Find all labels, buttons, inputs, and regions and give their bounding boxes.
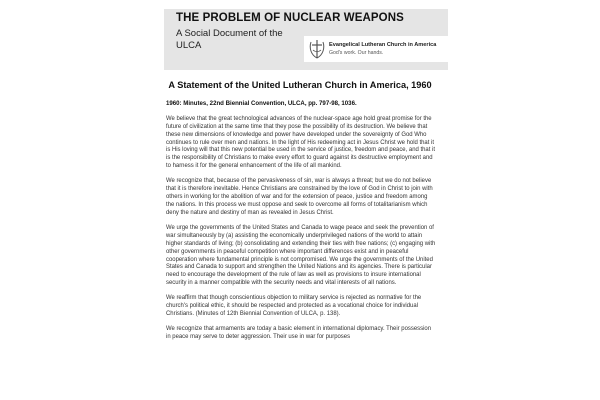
paragraph: We recognize that armaments are today a basic element in international diplomacy. Their possession in peace may serve to deter aggression. Their use in war for purposes: [166, 326, 432, 341]
document-title: THE PROBLEM OF NUCLEAR WEAPONS: [176, 12, 404, 24]
paragraph: We urge the governments of the United States and Canada to wage peace and seek the prevention of war simultaneously by (a) assisting the economically underprivileged nations of the world to attain higher standards of living; (b) consolidating and extending their ties with free nations; (c) engaging with other governments in peaceful competition where important differences exist and in peaceful cooperation where fundamental principle is not compromised. We urge the governments of the United States and Canada to support and strengthen the United Nations and its agencies. There is particular need to encourage the development of the rule of law as well as provisions to insure international security in a manner compatible with the security needs and vital interests of all nations.: [166, 225, 436, 287]
logo-org-name: Evangelical Lutheran Church in America: [329, 42, 437, 48]
statement-title: A Statement of the United Lutheran Church in America, 1960: [168, 80, 432, 90]
paragraph: We believe that the great technological advances of the nuclear-space age hold great promise for the future of civilization at the same time that they pose the possibility of its destruction. We believe that these new dimensions of knowledge and power have developed under the sovereignty of God Who continues to rule over men and nations. In the light of His redeeming act in Jesus Christ we hold that it is His loving will that this new potential be used in the service of justice, freedom and peace, and that it is the responsibility of Christians to make every effort to guard against its destructive employment and to harness it for the general enhancement of the life of all mankind.: [166, 116, 435, 170]
document-subtitle: A Social Document of the ULCA: [176, 28, 283, 51]
logo-tagline: God's work. Our hands.: [329, 50, 384, 56]
paragraph: We recognize that, because of the pervasiveness of sin, war is always a threat; but we do not believe that it is therefore inevitable. Hence Christians are constrained by the love of God in Christ to join with others in working for the abolition of war and for the extension of peace, justice and freedom among the nations. In this process we must oppose and seek to overcome all forms of totalitarianism which deny the nature and destiny of man as revealed in Jesus Christ.: [166, 178, 433, 216]
paragraph: We reaffirm that though conscientious objection to military service is rejected as normative for the church's political ethic, it should be respected and protected as a vocational choice for individual Christians. (Minutes of 12th Biennial Convention of ULCA, p. 138).: [166, 295, 422, 318]
body-text: [166, 116, 436, 350]
elca-cross-icon: [309, 39, 325, 59]
elca-logo[interactable]: [304, 36, 448, 62]
statement-citation: 1960: Minutes, 22nd Biennial Convention, ULCA, pp. 797-98, 1036.: [166, 100, 357, 107]
